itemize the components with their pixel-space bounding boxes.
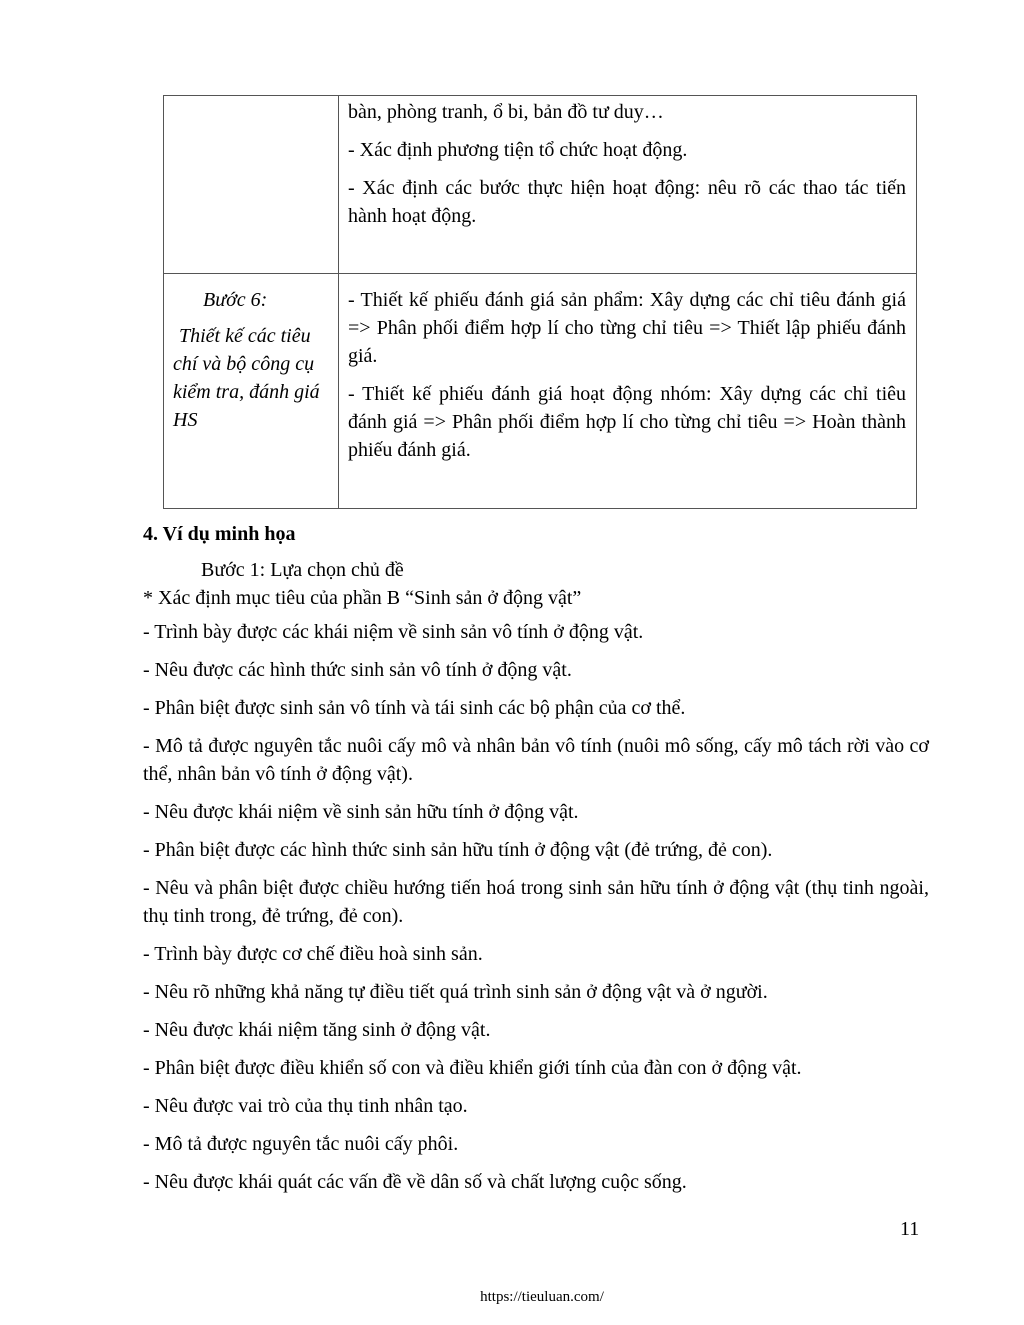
- list-item: - Phân biệt được các hình thức sinh sản hữu tính ở động vật (đẻ trứng, đẻ con).: [143, 839, 773, 861]
- list-item: - Mô tả được nguyên tắc nuôi cấy phôi.: [143, 1133, 459, 1155]
- table-row-continued: [164, 96, 917, 274]
- list-item: - Nêu được vai trò của thụ tinh nhân tạo.: [143, 1095, 468, 1117]
- list-item: - Nêu và phân biệt được chiều hướng tiến hoá trong sinh sản hữu tính ở động vật (thụ tinh ngoài, thụ tinh trong, đẻ trứng, đẻ con).: [143, 877, 929, 927]
- list-item: - Nêu được khái quát các vấn đề về dân số và chất lượng cuộc sống.: [143, 1171, 687, 1193]
- content-cell: [339, 96, 917, 274]
- objectives-title: * Xác định mục tiêu của phần B “Sinh sản ở động vật”: [143, 587, 582, 609]
- content-cell: [339, 274, 917, 509]
- cell-paragraph: - Thiết kế phiếu đánh giá hoạt động nhóm: Xây dựng các chỉ tiêu đánh giá => Phân phối điểm hợp lí cho từng chỉ tiêu => Hoàn thành phiếu đánh giá.: [348, 383, 906, 461]
- list-item: - Mô tả được nguyên tắc nuôi cấy mô và nhân bản vô tính (nuôi mô sống, cấy mô tách rời vào cơ thể, nhân bản vô tính ở động vật).: [143, 735, 929, 785]
- list-item: - Trình bày được các khái niệm về sinh sản vô tính ở động vật.: [143, 621, 644, 643]
- section-heading: 4. Ví dụ minh họa: [143, 523, 296, 545]
- cell-paragraph: - Xác định các bước thực hiện hoạt động: nêu rõ các thao tác tiến hành hoạt động.: [348, 177, 906, 227]
- list-item: - Phân biệt được điều khiển số con và điều khiển giới tính của đàn con ở động vật.: [143, 1057, 802, 1079]
- list-item: - Nêu được khái niệm tăng sinh ở động vật.: [143, 1019, 491, 1041]
- cell-paragraph: - Thiết kế phiếu đánh giá sản phẩm: Xây dựng các chỉ tiêu đánh giá => Phân phối điểm hợp lí cho từng chỉ tiêu => Thiết lập phiếu đánh giá.: [348, 289, 906, 367]
- steps-table: [163, 95, 917, 509]
- step-cell-empty: [164, 96, 339, 274]
- list-item: - Nêu được khái niệm về sinh sản hữu tính ở động vật.: [143, 801, 579, 823]
- list-item: - Nêu rõ những khả năng tự điều tiết quá trình sinh sản ở động vật và ở người.: [143, 981, 768, 1003]
- page-number: 11: [900, 1218, 920, 1240]
- step-description: Thiết kế các tiêu chí và bộ công cụ kiểm tra, đánh giá HS: [173, 325, 320, 431]
- list-item: - Nêu được các hình thức sinh sản vô tính ở động vật.: [143, 659, 572, 681]
- step1-line: Bước 1: Lựa chọn chủ đề: [201, 559, 404, 581]
- step-title: Bước 6:: [203, 289, 268, 311]
- objectives-list: [143, 618, 929, 1196]
- footer-url[interactable]: https://tieuluan.com/: [480, 1289, 604, 1305]
- table-row-step6: [164, 274, 917, 509]
- section-content: [143, 518, 929, 1206]
- list-item: - Trình bày được cơ chế điều hoà sinh sản.: [143, 943, 483, 965]
- list-item: - Phân biệt được sinh sản vô tính và tái sinh các bộ phận của cơ thể.: [143, 697, 686, 719]
- step-cell: [164, 274, 339, 509]
- cell-paragraph: - Xác định phương tiện tổ chức hoạt động.: [348, 139, 688, 161]
- cell-paragraph: bàn, phòng tranh, ổ bi, bản đồ tư duy…: [348, 101, 664, 123]
